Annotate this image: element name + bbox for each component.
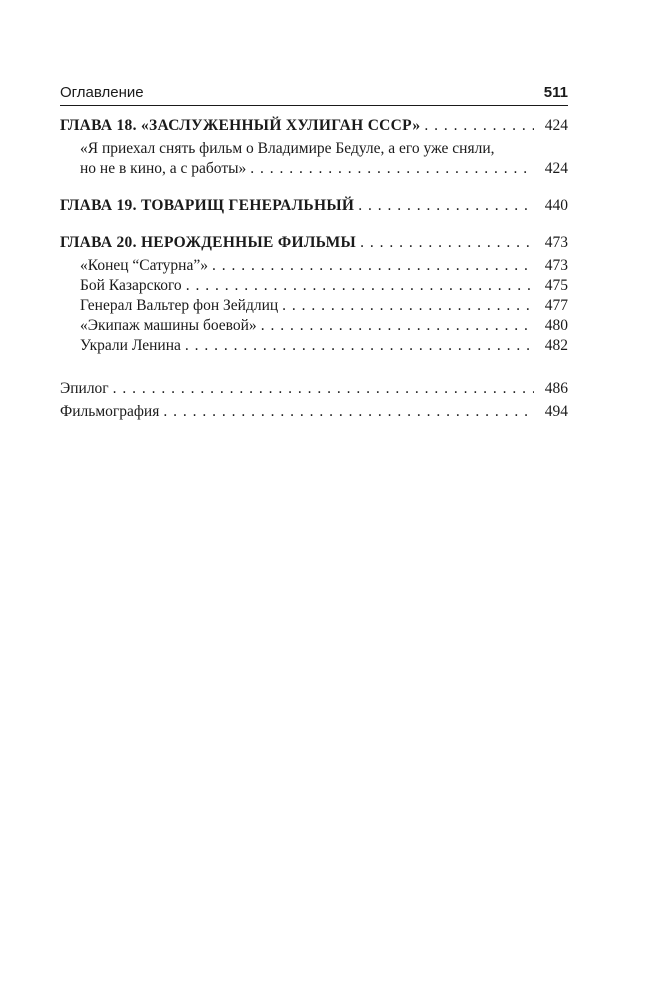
toc-chapter-18[interactable] bbox=[60, 116, 568, 136]
entry-label: «Экипаж машины боевой» bbox=[80, 317, 257, 334]
chapter-title: ГЛАВА 20. НЕРОЖДЕННЫЕ ФИЛЬМЫ bbox=[60, 234, 357, 251]
toc-entry[interactable] bbox=[60, 296, 568, 316]
entry-page: 475 bbox=[544, 277, 568, 294]
entry-page: 494 bbox=[544, 403, 568, 420]
toc-chapter-19[interactable] bbox=[60, 196, 568, 216]
running-head-title: Оглавление bbox=[60, 84, 144, 101]
chapter-page: 424 bbox=[544, 117, 568, 134]
chapter-page: 473 bbox=[544, 234, 568, 251]
dot-leader bbox=[424, 116, 534, 136]
entry-page: 473 bbox=[544, 257, 568, 274]
dot-leader bbox=[250, 159, 534, 179]
dot-leader bbox=[163, 402, 534, 422]
toc-entry[interactable] bbox=[60, 256, 568, 276]
header-rule bbox=[60, 105, 568, 106]
toc-entry[interactable] bbox=[60, 336, 568, 356]
entry-label: Украли Ленина bbox=[80, 337, 181, 354]
entry-page: 486 bbox=[544, 380, 568, 397]
chapter-title: ГЛАВА 19. ТОВАРИЩ ГЕНЕРАЛЬНЫЙ bbox=[60, 197, 355, 214]
entry-page: 480 bbox=[544, 317, 568, 334]
toc-entry[interactable] bbox=[60, 276, 568, 296]
entry-label: Эпилог bbox=[60, 380, 109, 397]
page-number: 511 bbox=[543, 84, 568, 101]
toc-entry-line[interactable]: «Я приехал снять фильм о Владимире Бедуле, а его уже сняли, bbox=[80, 140, 495, 157]
dot-leader bbox=[212, 256, 534, 276]
toc-entry[interactable] bbox=[60, 316, 568, 336]
dot-leader bbox=[185, 336, 534, 356]
dot-leader bbox=[358, 196, 534, 216]
dot-leader bbox=[186, 276, 534, 296]
running-head bbox=[60, 79, 568, 101]
dot-leader bbox=[113, 379, 534, 399]
toc-entry[interactable] bbox=[60, 159, 568, 179]
entry-label: но не в кино, а с работы» bbox=[80, 160, 247, 177]
entry-page: 482 bbox=[544, 337, 568, 354]
toc-filmography[interactable] bbox=[60, 402, 568, 422]
entry-page: 477 bbox=[544, 297, 568, 314]
entry-page: 424 bbox=[544, 160, 568, 177]
dot-leader bbox=[261, 316, 534, 336]
toc-epilogue[interactable] bbox=[60, 379, 568, 399]
toc-chapter-20[interactable] bbox=[60, 233, 568, 253]
table-of-contents bbox=[60, 116, 568, 422]
chapter-page: 440 bbox=[544, 197, 568, 214]
entry-label: Бой Казарского bbox=[80, 277, 182, 294]
chapter-title: ГЛАВА 18. «ЗАСЛУЖЕННЫЙ ХУЛИГАН СССР» bbox=[60, 117, 421, 134]
dot-leader bbox=[360, 233, 534, 253]
entry-label: Генерал Вальтер фон Зейдлиц bbox=[80, 297, 279, 314]
entry-label: «Конец “Сатурна”» bbox=[80, 257, 208, 274]
dot-leader bbox=[282, 296, 534, 316]
entry-label: Фильмография bbox=[60, 403, 160, 420]
